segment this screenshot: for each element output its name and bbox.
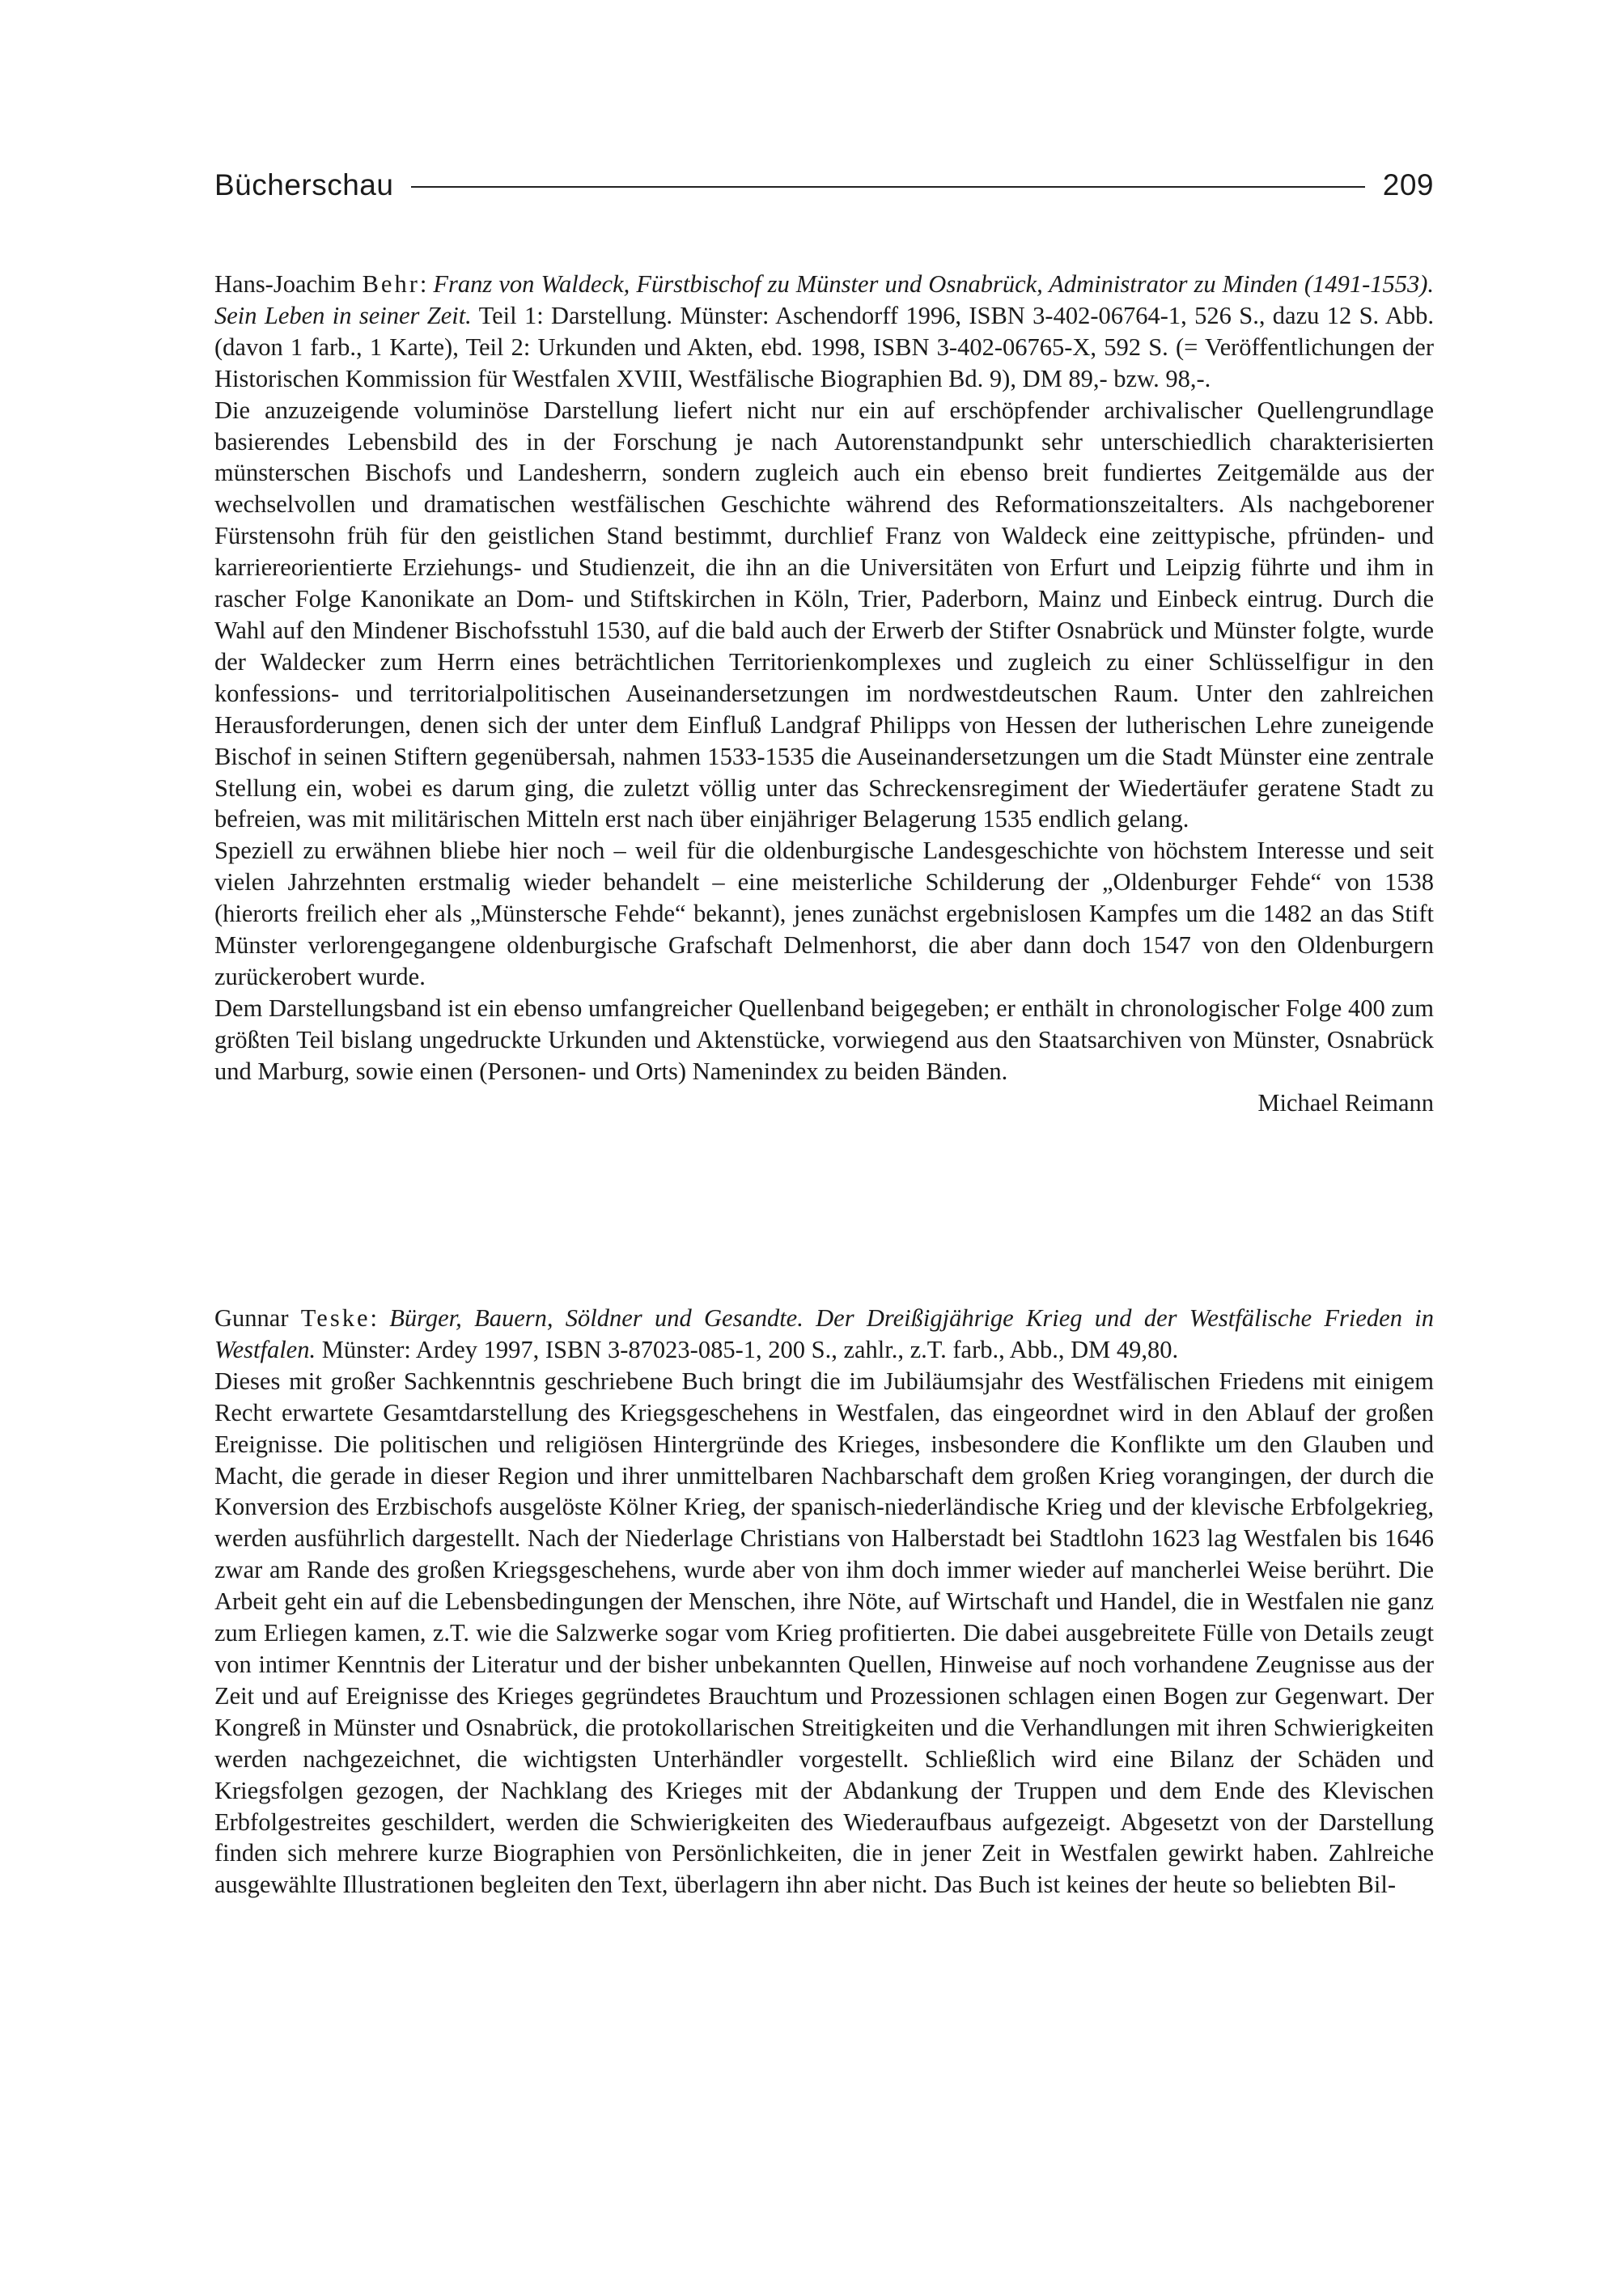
page-number: 209 xyxy=(1382,168,1434,201)
review-paragraph: Die anzuzeigende voluminöse Darstellung liefert nicht nur ein auf erschöpfender archivalischer Quellengrundlage basierendes Lebensbild des in der Forschung je nach Autorenstandpunkt sehr unterschiedlich charakterisierten münsterschen Bischofs und Landesherrn, sondern zugleich auch ein ebenso breit fundiertes Zeitgemälde aus der wechselvollen und dramatischen westfälischen Geschichte während des Reformationszeitalters. Als nachgeborener Fürstensohn früh für den geistlichen Stand bestimmt, durchlief Franz von Waldeck eine zeittypische, pfründen- und karriereorientierte Erziehungs- und Studienzeit, die ihn an die Universitäten von Erfurt und Leipzig führte und ihm in rascher Folge Kanonikate an Dom- und Stiftskirchen in Köln, Trier, Paderborn, Mainz und Einbeck eintrug. Durch die Wahl auf den Mindener Bischofsstuhl 1530, auf die bald auch der Erwerb der Stifter Osnabrück und Münster folgte, wurde der Waldecker zum Herrn eines beträchtlichen Territorienkomplexes und zugleich zu einer Schlüsselfigur in den konfessions- und territorialpolitischen Auseinandersetzungen im nordwestdeutschen Raum. Unter den zahlreichen Herausforderungen, denen sich der unter dem Einfluß Landgraf Philipps von Hessen der lutherischen Lehre zuneigende Bischof in seinen Stiftern gegenübersah, nahmen 1533-1535 die Auseinandersetzungen um die Stadt Münster eine zentrale Stellung ein, wobei es darum ging, die zuletzt völlig unter das Schreckensregiment der Wiedertäufer geratene Stadt zu befreien, was mit militärischen Mitteln erst nach über einjähriger Belagerung 1535 endlich gelang. xyxy=(214,396,1434,833)
book-title: Franz von Waldeck, Fürstbischof zu Münster und Osnabrück, Administrator zu Minden (1491-1553). Sein Leben in seiner Zeit. xyxy=(214,270,1435,329)
review-paragraph: Dem Darstellungsband ist ein ebenso umfangreicher Quellenband beigegeben; er enthält in chronologischer Folge 400 zum größten Teil bislang ungedruckte Urkunden und Aktenstücke, vorwiegend aus den Staatsarchiven von Münster, Osnabrück und Marburg, sowie einen (Personen- und Orts) Namenindex zu beiden Bänden. xyxy=(214,994,1434,1085)
book-title: Bürger, Bauern, Söldner und Gesandte. Der Dreißigjährige Krieg und der Westfälische Frieden in Westfalen. xyxy=(214,1304,1434,1363)
author-firstname: Hans-Joachim xyxy=(214,270,356,298)
running-header xyxy=(214,168,1434,202)
bibliographic-details: Teil 1: Darstellung. Münster: Aschendorff 1996, ISBN 3-402-06764-1, 526 S., dazu 12 S. Abb. (davon 1 farb., 1 Karte), Teil 2: Urkunden und Akten, ebd. 1998, ISBN 3-402-06765-X, 592 S. (= Veröffentlichungen der Historischen Kommission für Westfalen XVIII, Westfälische Biographien Bd. 9), DM 89,- bzw. 98,-. xyxy=(214,301,1434,392)
header-rule xyxy=(411,186,1364,188)
author-lastname: Teske xyxy=(300,1304,371,1332)
bibliographic-entry xyxy=(214,269,1434,395)
reviewer-signature: Michael Reimann xyxy=(1257,1088,1434,1117)
review-paragraph: Speziell zu erwähnen bliebe hier noch – weil für die oldenburgische Landesgeschichte von höchstem Interesse und seit vielen Jahrzehnten erstmalig wieder behandelt – eine meisterliche Schilderung der „Oldenburger Fehde“ von 1538 (hierorts freilich eher als „Münstersche Fehde“ bekannt), jenes zunächst ergebnislosen Kampfes um die 1482 an das Stift Münster verlorengegangene oldenburgische Grafschaft Delmenhorst, die aber dann doch 1547 von den Oldenburgern zurückerobert wurde. xyxy=(214,837,1434,990)
author-separator: : xyxy=(419,270,434,298)
bibliographic-entry xyxy=(214,1303,1434,1366)
review-1 xyxy=(214,269,1434,1118)
bibliographic-details: Münster: Ardey 1997, ISBN 3-87023-085-1, 200 S., zahlr., z.T. farb., Abb., DM 49,80. xyxy=(316,1335,1179,1363)
author-separator: : xyxy=(370,1304,390,1332)
review-paragraph: Dieses mit großer Sachkenntnis geschriebene Buch bringt die im Jubiläumsjahr des Westfälischen Friedens mit einigem Recht erwartete Gesamtdarstellung des Kriegsgeschehens in Westfalen, das eingeordnet wird in den Ablauf der großen Ereignisse. Die politischen und religiösen Hintergründe des Krieges, insbesondere die Konflikte um den Glauben und Macht, die gerade in dieser Region und ihrer unmittelbaren Nachbarschaft dem großen Krieg vorangingen, der durch die Konversion des Erzbischofs ausgelöste Kölner Krieg, der spanisch-niederländische Krieg und der klevische Erbfolgekrieg, werden ausführlich dargestellt. Nach der Niederlage Christians von Halberstadt bei Stadtlohn 1623 lag Westfalen bis 1646 zwar am Rande des großen Kriegsgeschehens, wurde aber von ihm doch immer wieder auf mancherlei Weise berührt. Die Arbeit geht ein auf die Lebensbedingungen der Menschen, ihre Nöte, auf Wirtschaft und Handel, die in Westfalen nie ganz zum Erliegen kamen, z.T. wie die Salzwerke sogar vom Krieg profitierten. Die dabei ausgebreitete Fülle von Details zeugt von intimer Kenntnis der Literatur und der bisher unbekannten Quellen, Hinweise auf noch vorhandene Zeugnisse aus der Zeit und auf Ereignisse des Krieges gegründetes Brauchtum und Prozessionen schlagen einen Bogen zur Gegenwart. Der Kongreß in Münster und Osnabrück, die protokollarischen Streitigkeiten und die Verhandlungen mit ihren Schwierigkeiten werden nachgezeichnet, die wichtigsten Unterhändler vorgestellt. Schließlich wird eine Bilanz der Schäden und Kriegsfolgen gezogen, der Nachklang des Krieges mit der Abdankung der Truppen und dem Ende des Klevischen Erbfolgestreites geschildert, werden die Schwierigkeiten des Wiederaufbaus aufgezeigt. Abgesetzt von der Darstellung finden sich mehrere kurze Biographien von Persönlichkeiten, die in jener Zeit in Westfalen gewirkt haben. Zahlreiche ausgewählte Illustrationen begleiten den Text, überlagern ihn aber nicht. Das Buch ist keines der heute so beliebten Bil- xyxy=(214,1367,1434,1899)
section-title: Bücherschau xyxy=(214,168,394,201)
review-2 xyxy=(214,1303,1434,1901)
author-lastname: Behr xyxy=(362,270,420,298)
author-firstname: Gunnar xyxy=(214,1304,289,1332)
